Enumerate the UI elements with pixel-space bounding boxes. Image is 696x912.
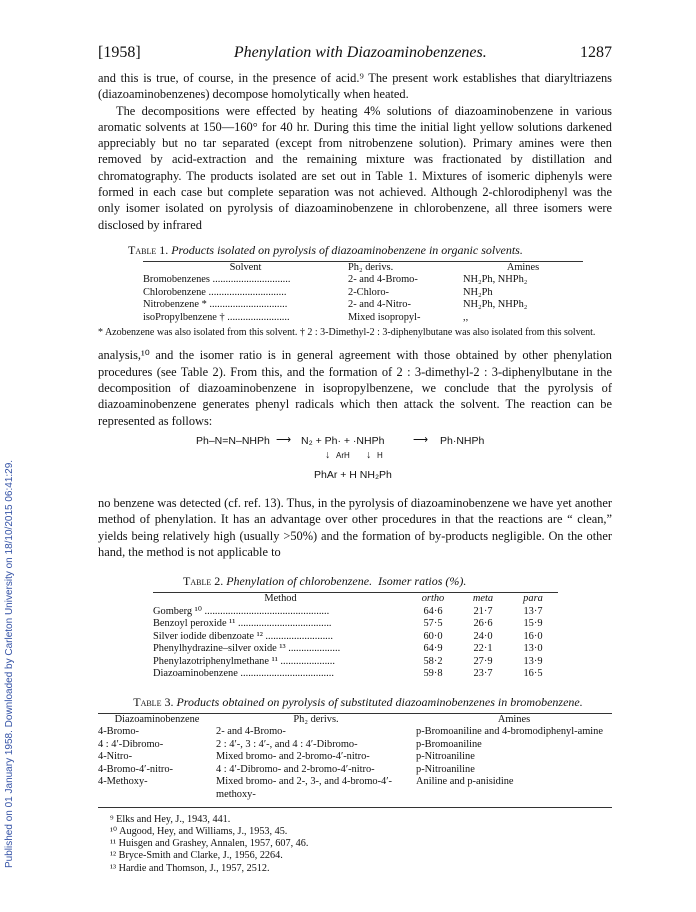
reference-item: ¹⁰ Augood, Hey, and Williams, J., 1953, 45. bbox=[110, 826, 288, 838]
table3-header-row: Diazoaminobenzene Ph₂ derivs. Amines bbox=[98, 713, 612, 726]
table2-cell: Gomberg ¹⁰ ................................................ bbox=[153, 605, 330, 617]
table2-cell: 15·9 bbox=[523, 618, 543, 630]
table1-row bbox=[143, 287, 583, 300]
table2-cell: 60·0 bbox=[423, 630, 443, 642]
table2-cell: 13·7 bbox=[523, 605, 543, 617]
table2-cell: 59·8 bbox=[423, 668, 443, 680]
table2-cell: Diazoaminobenzene .................................... bbox=[153, 668, 334, 680]
down-arrow-arh: ↓ bbox=[325, 448, 331, 461]
table3-cell: p-Nitroaniline bbox=[416, 751, 475, 763]
table2-caption: Table 2. Phenylation of chlorobenzene. Isomer ratios (%). bbox=[183, 574, 467, 589]
reaction-scheme bbox=[98, 433, 612, 491]
table1-cell: Nitrobenzene * .............................. bbox=[143, 299, 288, 311]
table1-header-row: Solvent Ph₂ derivs. Amines bbox=[143, 261, 583, 274]
paragraph-2: The decompositions were effected by heating 4% solutions of diazoaminobenzene in various aromatic solvents at 150—160° for 40 hr. During this time the initial light yellow solutions darkened appreciably but no tar separated (except from nitrobenzene solution). Primary amines were then removed by acid-extraction and the remaining mixture was fractionated by distillation and chromatography. The products isolated are set out in Table 1. Mixtures of isomeric diphenyls were formed in each case but complete separation was not achieved. Although 2-chlorodiphenyl was the only isomer isolated on pyrolysis of diazoaminobenzene in chlorobenzene, all three isomers were disclosed by infrared bbox=[98, 103, 612, 232]
reaction-arrow-1: ⟶ bbox=[276, 433, 292, 446]
table2-cell: Phenylazotriphenylmethane ¹¹ ..................... bbox=[153, 655, 335, 667]
table1-cell: isoPropylbenzene † ........................ bbox=[143, 311, 290, 323]
table3-cell: 4-Bromo- bbox=[98, 726, 139, 738]
table1-cell: Bromobenzenes .............................. bbox=[143, 274, 291, 286]
table2-cell: 27·9 bbox=[473, 655, 493, 667]
table2-cell: Benzoyl peroxide ¹¹ .................................... bbox=[153, 618, 332, 630]
table1-cell: 2- and 4-Nitro- bbox=[348, 299, 411, 311]
table2-cell: 16·0 bbox=[523, 630, 543, 642]
reference-item: ¹¹ Huisgen and Grashey, Annalen, 1957, 607, 46. bbox=[110, 838, 309, 850]
table3-cell: p-Bromoaniline and 4-bromodiphenyl-amine bbox=[416, 726, 603, 738]
table2-cell: 64·6 bbox=[423, 605, 443, 617]
final-products: PhAr + H NH₂Ph bbox=[314, 468, 392, 481]
table2-cell: 57·5 bbox=[423, 618, 443, 630]
table3-row bbox=[98, 751, 612, 764]
table3-row bbox=[98, 776, 612, 801]
table1-cell: NH₂Ph bbox=[463, 286, 493, 298]
table1-cell: NH₂Ph, NHPh₂ bbox=[463, 274, 528, 286]
table3-caption: Table 3. Products obtained on pyrolysis of substituted diazoaminobenzenes in bromobenzene. bbox=[133, 694, 583, 709]
reagent-arh: ArH bbox=[336, 450, 350, 460]
table2-cell: Silver iodide dibenzoate ¹² .......................... bbox=[153, 630, 333, 642]
table2-cell: 24·0 bbox=[473, 630, 493, 642]
table3-cell: 2- and 4-Bromo- bbox=[216, 726, 286, 738]
table3-cell: 4 : 4′-Dibromo- bbox=[98, 738, 164, 750]
table1-cell: Mixed isopropyl- bbox=[348, 311, 421, 323]
reference-item: ⁹ Elks and Hey, J., 1943, 441. bbox=[110, 814, 231, 826]
table1-cell: NH₂Ph, NHPh₂ bbox=[463, 299, 528, 311]
table3-row bbox=[98, 764, 612, 777]
table1-cell: ,, bbox=[463, 311, 469, 323]
table2-cell: 13·9 bbox=[523, 655, 543, 667]
table1-cell: 2-Chloro- bbox=[348, 286, 389, 298]
table1-cell: 2- and 4-Bromo- bbox=[348, 274, 418, 286]
header-title: Phenylation with Diazoaminobenzenes. bbox=[233, 44, 487, 61]
table3-cell: 2 : 4′-, 3 : 4′-, and 4 : 4′-Dibromo- bbox=[216, 738, 358, 750]
table2-cell: 58·2 bbox=[423, 655, 443, 667]
header-page-number: 1287 bbox=[579, 44, 612, 61]
header-year: [1958] bbox=[98, 44, 141, 61]
table3-cell: Mixed bromo- and 2-, 3-, and 4-bromo-4′-methoxy- bbox=[216, 776, 392, 800]
table2 bbox=[153, 592, 558, 681]
table3-cell: 4-Bromo-4′-nitro- bbox=[98, 763, 173, 775]
table2-cell: 64·9 bbox=[423, 643, 443, 655]
table2-cell: 16·5 bbox=[523, 668, 543, 680]
reference-item: ¹³ Hardie and Thomson, J., 1957, 2512. bbox=[110, 862, 270, 874]
table3-cell: 4 : 4′-Dibromo- and 2-bromo-4′-nitro- bbox=[216, 763, 375, 775]
table2-cell: 21·7 bbox=[473, 605, 493, 617]
table2-row bbox=[153, 606, 558, 619]
table2-cell: 13·0 bbox=[523, 643, 543, 655]
table1-row bbox=[143, 312, 583, 325]
table1 bbox=[143, 261, 583, 325]
table2-row bbox=[153, 656, 558, 669]
radical-products: N₂ + Ph· + ·NHPh bbox=[301, 434, 385, 447]
table2-cell: 26·6 bbox=[473, 618, 493, 630]
table3-cell: Aniline and p-anisidine bbox=[416, 776, 514, 788]
coupling-product: Ph·NHPh bbox=[440, 434, 485, 447]
table1-caption: Table 1. Products isolated on pyrolysis of diazoaminobenzene in organic solvents. bbox=[128, 242, 523, 257]
paragraph-1: and this is true, of course, in the presence of acid.⁹ The present work establishes that diaryltriazens (diazoaminobenzenes) decompose homolytically when heated. bbox=[98, 71, 612, 102]
reagent-h: H bbox=[377, 450, 383, 460]
page-content bbox=[98, 44, 612, 875]
reference-item: ¹² Bryce-Smith and Clarke, J., 1956, 2264. bbox=[110, 850, 283, 862]
reactant: Ph–N=N–NHPh bbox=[196, 434, 270, 447]
table2-row bbox=[153, 631, 558, 644]
download-watermark: Published on 01 January 1958. Downloaded by Carleton University on 18/10/2015 06:41:29. bbox=[4, 459, 15, 868]
paragraph-4: no benzene was detected (cf. ref. 13). Thus, in the pyrolysis of diazoaminobenzene we have yet another method of phenylation. It has an advantage over other procedures in that the reactions are “ clean,” yields being relatively high (usually >50%) and the formation of by-products negligible. On the other hand, the method is not applicable to bbox=[98, 495, 612, 559]
table2-row bbox=[153, 643, 558, 656]
table3-row bbox=[98, 726, 612, 739]
down-arrow-h: ↓ bbox=[366, 448, 372, 461]
table1-row bbox=[143, 274, 583, 287]
running-header bbox=[98, 44, 612, 62]
table2-header-row: Method ortho meta para bbox=[153, 593, 558, 606]
table2-cell: Phenylhydrazine–silver oxide ¹³ .................... bbox=[153, 643, 341, 655]
footnote-references bbox=[98, 807, 612, 874]
table1-row bbox=[143, 299, 583, 312]
reaction-arrow-2: ⟶ bbox=[413, 433, 429, 446]
table3 bbox=[98, 713, 612, 802]
table3-cell: p-Nitroaniline bbox=[416, 763, 475, 775]
table3-cell: p-Bromoaniline bbox=[416, 738, 482, 750]
paragraph-3: analysis,¹⁰ and the isomer ratio is in general agreement with those obtained by other phenylation procedures (see Table 2). From this, and the formation of 2 : 3-dimethyl-2 : 3-diphenylbutane in the decomposition of diazoaminobenzene in isopropylbenzene, we conclude that the pyrolysis of diazoaminobenzene generates phenyl radicals which then attack the solvent. The reaction can be represented as follows: bbox=[98, 348, 612, 428]
table3-cell: Mixed bromo- and 2-bromo-4′-nitro- bbox=[216, 751, 370, 763]
table3-cell: 4-Methoxy- bbox=[98, 776, 148, 788]
table3-cell: 4-Nitro- bbox=[98, 751, 133, 763]
table2-row bbox=[153, 618, 558, 631]
table2-cell: 22·1 bbox=[473, 643, 493, 655]
table2-row bbox=[153, 668, 558, 681]
table3-row bbox=[98, 739, 612, 752]
table2-cell: 23·7 bbox=[473, 668, 493, 680]
table1-cell: Chlorobenzene .............................. bbox=[143, 286, 287, 298]
table1-footnote: * Azobenzene was also isolated from this solvent. † 2 : 3-Dimethyl-2 : 3-diphenylbutane was also isolated from this solvent. bbox=[98, 327, 596, 339]
